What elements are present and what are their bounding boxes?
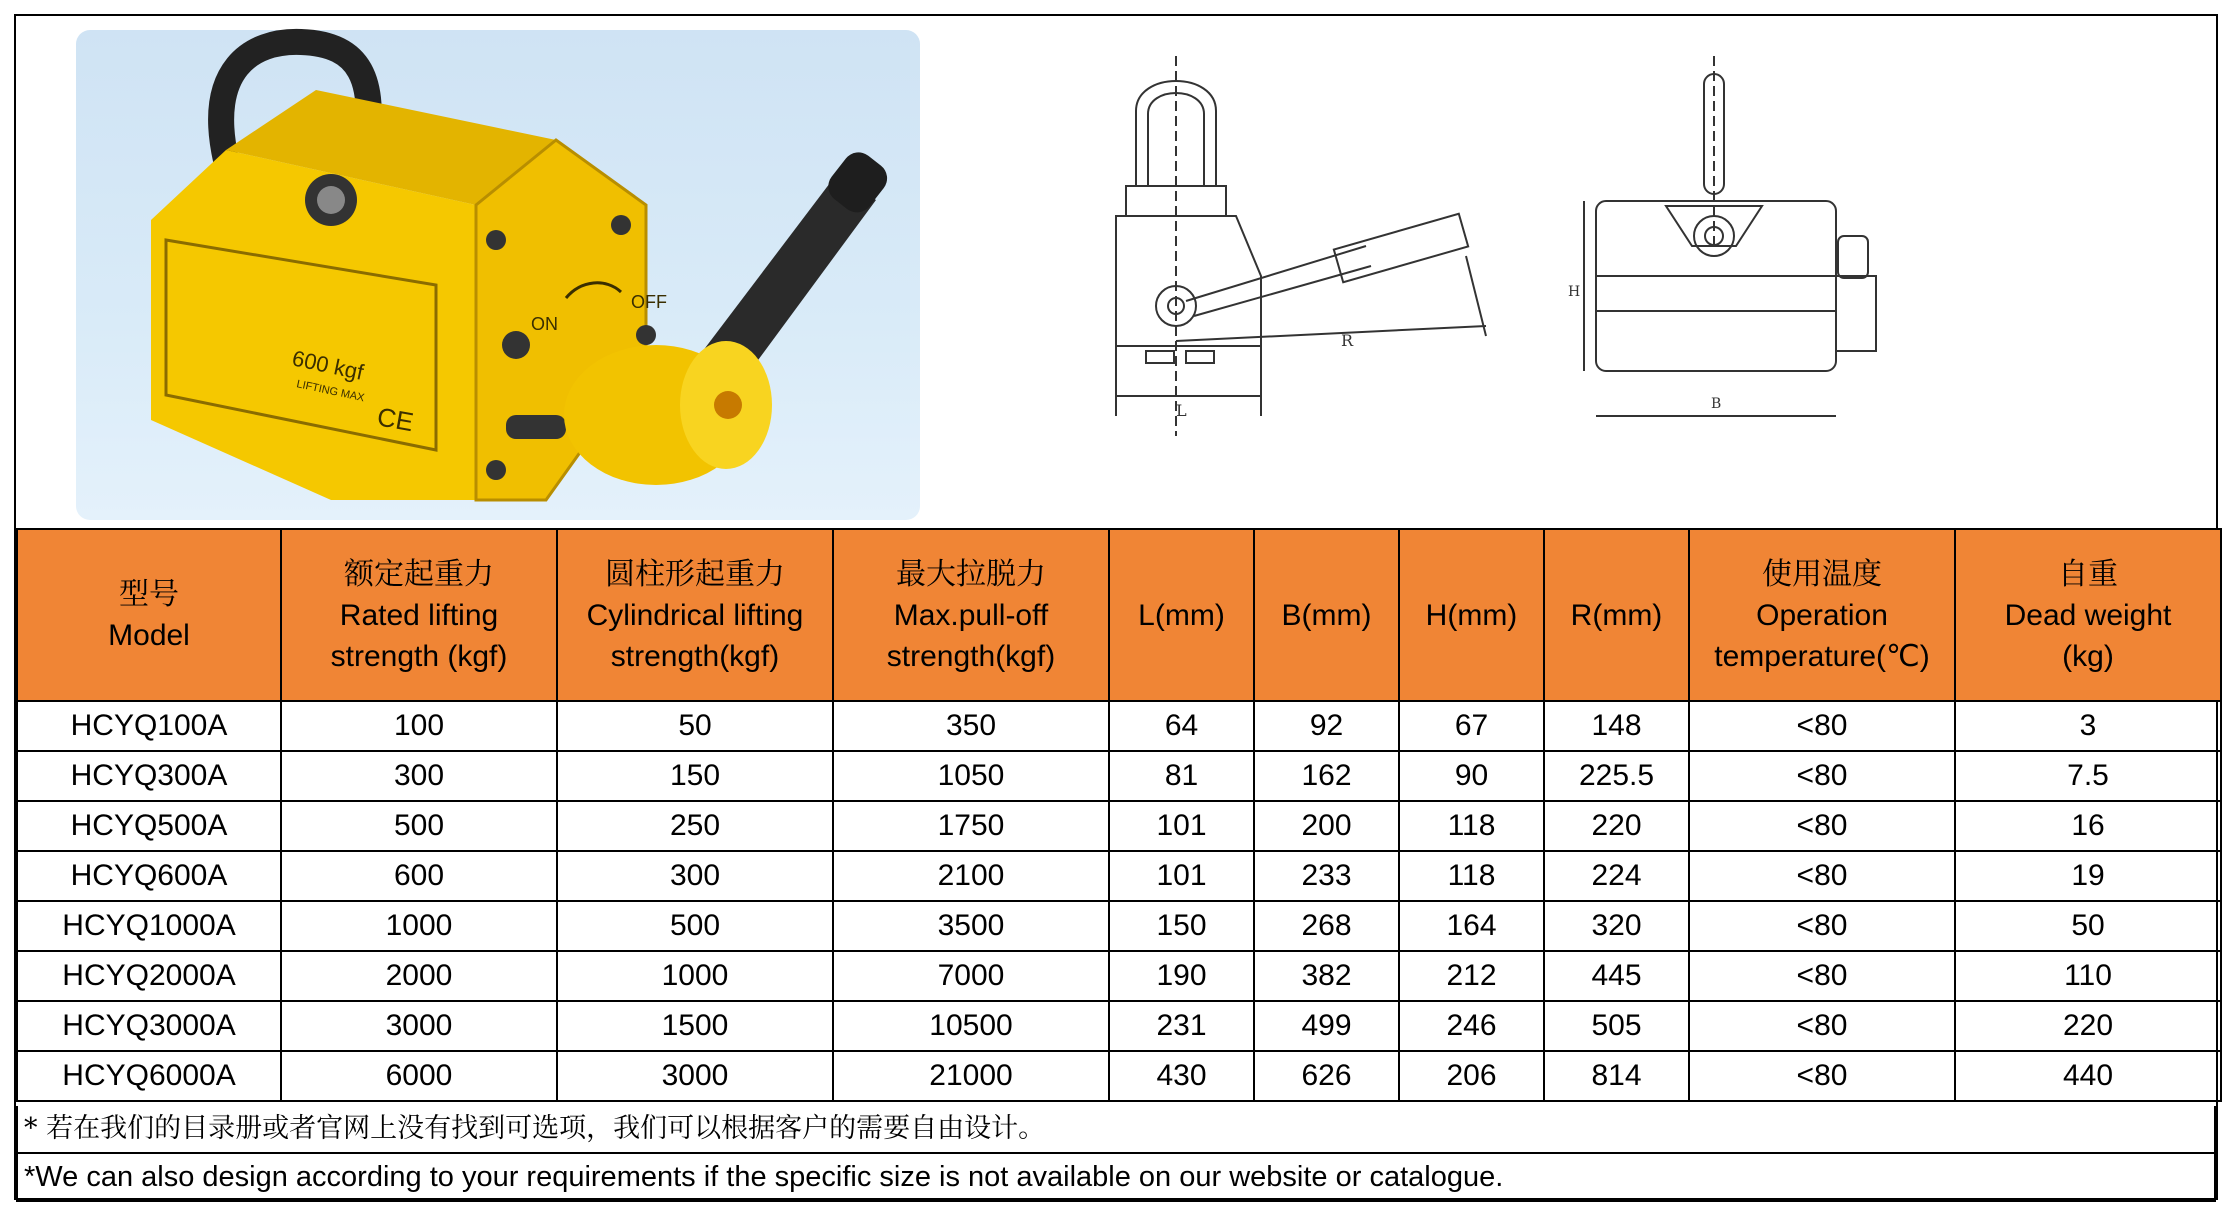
table-cell: HCYQ1000A [17, 901, 281, 951]
load-rating-subtext: LIFTING MAX [295, 378, 366, 405]
column-header-en: Operation [1756, 598, 1888, 632]
table-cell: 118 [1399, 851, 1544, 901]
table-cell: 382 [1254, 951, 1399, 1001]
table-cell: 101 [1109, 851, 1254, 901]
ce-mark: CE [374, 401, 416, 438]
table-cell: 101 [1109, 801, 1254, 851]
column-header-en: Rated lifting [339, 598, 499, 632]
table-row [17, 1051, 2221, 1101]
column-header-en: B(mm) [1281, 598, 1372, 632]
table-cell: 81 [1109, 751, 1254, 801]
table-cell: HCYQ3000A [17, 1001, 281, 1051]
table-cell: 2100 [833, 851, 1109, 901]
column-header-en: L(mm) [1138, 598, 1225, 632]
table-cell: 50 [1955, 901, 2221, 951]
table-cell: 220 [1544, 801, 1689, 851]
table-cell: 220 [1955, 1001, 2221, 1051]
column-header-cn: 使用温度 [1762, 556, 1882, 592]
table-cell: 50 [557, 701, 833, 751]
table-cell: 92 [1254, 701, 1399, 751]
column-header-en: strength(kgf) [610, 639, 780, 673]
column-header [833, 529, 1109, 701]
table-cell: 164 [1399, 901, 1544, 951]
table-cell: 814 [1544, 1051, 1689, 1101]
product-photo [76, 30, 920, 520]
table-cell: 320 [1544, 901, 1689, 951]
table-cell: HCYQ500A [17, 801, 281, 851]
table-cell: 7.5 [1955, 751, 2221, 801]
column-header-en: H(mm) [1425, 598, 1518, 632]
table-row [17, 751, 2221, 801]
table-cell: 19 [1955, 851, 2221, 901]
table-cell: 224 [1544, 851, 1689, 901]
table-cell: 3 [1955, 701, 2221, 751]
column-header [1109, 529, 1254, 701]
product-images [16, 16, 2216, 526]
column-header-en: strength (kgf) [330, 639, 508, 673]
dim-r-label: R [1341, 331, 1354, 350]
table-cell: <80 [1689, 851, 1955, 901]
side-view-drawing [1036, 16, 1556, 526]
column-header-en: Model [108, 619, 190, 652]
note-chinese: * 若在我们的目录册或者官网上没有找到可选项，我们可以根据客户的需要自由设计。 [16, 1106, 2216, 1154]
table-cell: 626 [1254, 1051, 1399, 1101]
column-header-cn: 自重 [2058, 556, 2118, 592]
column-header-en: Dead weight [2004, 598, 2172, 632]
table-cell: HCYQ300A [17, 751, 281, 801]
front-view-drawing [1568, 16, 2096, 526]
column-header-cn: 圆柱形起重力 [605, 556, 785, 592]
table-cell: 190 [1109, 951, 1254, 1001]
table-cell: HCYQ100A [17, 701, 281, 751]
table-cell: 206 [1399, 1051, 1544, 1101]
column-header [557, 529, 833, 701]
dim-l-label: L [1176, 401, 1187, 420]
table-cell: 1000 [557, 951, 833, 1001]
table-row [17, 851, 2221, 901]
table-row [17, 951, 2221, 1001]
lifting-magnet-illustration [76, 30, 920, 520]
table-cell: 268 [1254, 901, 1399, 951]
table-cell: 2000 [281, 951, 557, 1001]
column-header-en: R(mm) [1570, 598, 1663, 632]
column-header-en: Cylindrical lifting [586, 598, 804, 632]
table-body [17, 701, 2221, 1101]
table-cell: 445 [1544, 951, 1689, 1001]
off-label: OFF [631, 292, 667, 312]
table-cell: 16 [1955, 801, 2221, 851]
table-cell: 500 [281, 801, 557, 851]
note-english: *We can also design according to your requirements if the specific size is not available on our website or catalogue. [16, 1154, 2216, 1202]
column-header-en: temperature(℃) [1714, 639, 1930, 673]
table-cell: 150 [557, 751, 833, 801]
table-cell: 100 [281, 701, 557, 751]
dim-h-label: H [1568, 284, 1581, 300]
column-header [1544, 529, 1689, 701]
table-cell: 3000 [557, 1051, 833, 1101]
column-header [17, 529, 281, 701]
table-cell: <80 [1689, 951, 1955, 1001]
table-cell: 200 [1254, 801, 1399, 851]
table-cell: 499 [1254, 1001, 1399, 1051]
table-cell: 7000 [833, 951, 1109, 1001]
table-cell: 430 [1109, 1051, 1254, 1101]
load-rating-text: 600 kgf [289, 345, 366, 385]
table-cell: 6000 [281, 1051, 557, 1101]
table-cell: <80 [1689, 1001, 1955, 1051]
table-cell: 67 [1399, 701, 1544, 751]
table-cell: 600 [281, 851, 557, 901]
table-cell: HCYQ6000A [17, 1051, 281, 1101]
table-cell: 64 [1109, 701, 1254, 751]
table-cell: <80 [1689, 701, 1955, 751]
column-header-en: strength(kgf) [886, 639, 1056, 673]
table-cell: <80 [1689, 801, 1955, 851]
column-header-en: Max.pull-off [893, 598, 1049, 632]
table-cell: 250 [557, 801, 833, 851]
table-cell: 90 [1399, 751, 1544, 801]
table-cell: 3500 [833, 901, 1109, 951]
table-cell: 212 [1399, 951, 1544, 1001]
table-cell: 150 [1109, 901, 1254, 951]
table-cell: 300 [557, 851, 833, 901]
table-cell: <80 [1689, 751, 1955, 801]
table-cell: 500 [557, 901, 833, 951]
table-cell: 1500 [557, 1001, 833, 1051]
table-cell: 110 [1955, 951, 2221, 1001]
on-label: ON [531, 314, 558, 334]
column-header [281, 529, 557, 701]
column-header-en: (kg) [2062, 639, 2114, 673]
table-cell: 3000 [281, 1001, 557, 1051]
table-row [17, 1001, 2221, 1051]
table-cell: 1050 [833, 751, 1109, 801]
column-header [1399, 529, 1544, 701]
table-cell: HCYQ600A [17, 851, 281, 901]
table-cell: 246 [1399, 1001, 1544, 1051]
table-cell: 440 [1955, 1051, 2221, 1101]
table-cell: 162 [1254, 751, 1399, 801]
spec-table [16, 528, 2222, 1102]
column-header [1254, 529, 1399, 701]
table-cell: 1000 [281, 901, 557, 951]
table-cell: 1750 [833, 801, 1109, 851]
table-cell: 350 [833, 701, 1109, 751]
table-cell: 505 [1544, 1001, 1689, 1051]
dim-b-label: B [1711, 396, 1722, 412]
table-cell: 231 [1109, 1001, 1254, 1051]
table-cell: 148 [1544, 701, 1689, 751]
table-cell: HCYQ2000A [17, 951, 281, 1001]
table-row [17, 901, 2221, 951]
table-cell: 118 [1399, 801, 1544, 851]
table-header-row [17, 529, 2221, 701]
column-header-cn: 型号 [119, 577, 179, 612]
table-cell: 225.5 [1544, 751, 1689, 801]
table-cell: <80 [1689, 901, 1955, 951]
column-header-cn: 额定起重力 [344, 556, 494, 592]
table-cell: 233 [1254, 851, 1399, 901]
column-header-cn: 最大拉脱力 [896, 556, 1046, 592]
table-cell: 300 [281, 751, 557, 801]
table-cell: 10500 [833, 1001, 1109, 1051]
table-cell: <80 [1689, 1051, 1955, 1101]
table-row [17, 701, 2221, 751]
column-header [1689, 529, 1955, 701]
table-cell: 21000 [833, 1051, 1109, 1101]
column-header [1955, 529, 2221, 701]
table-row [17, 801, 2221, 851]
